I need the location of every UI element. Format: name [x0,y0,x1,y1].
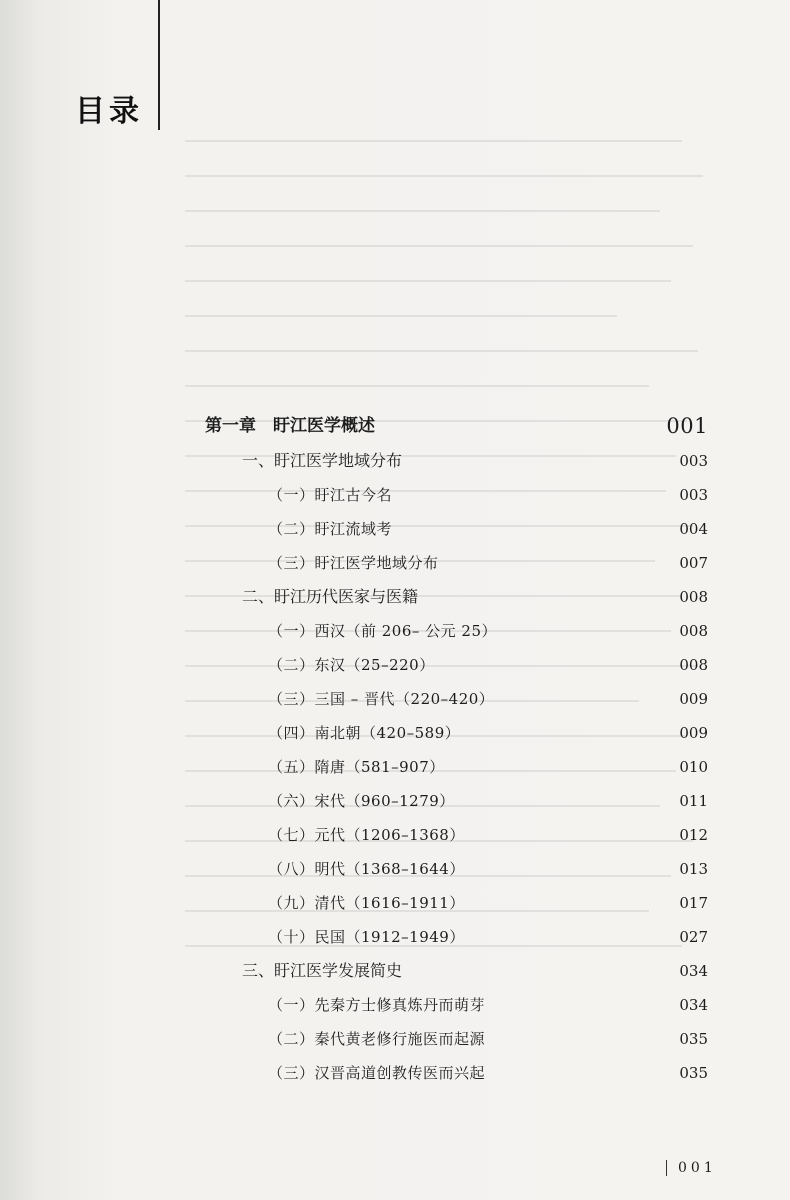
toc-entry-level-3 [268,549,708,577]
toc-entry-level-3 [268,923,708,951]
toc-entry-title: （八）明代（1368–1644） [268,860,465,878]
toc-entry-title: （二）秦代黄老修行施医而起源 [268,1030,486,1048]
toc-entry-level-3 [268,685,708,713]
toc-entry-level-3 [268,991,708,1019]
toc-entry-page: 001 [666,414,708,438]
toc-entry-level-3 [268,617,708,645]
toc-entry-title: （九）清代（1616–1911） [268,894,465,912]
toc-entry-title: （五）隋唐（581–907） [268,758,445,776]
toc-entry-level-3 [268,889,708,917]
toc-entry-page: 009 [679,724,708,742]
toc-entry-level-3 [268,753,708,781]
toc-entry-page: 012 [679,826,708,844]
toc-entry-level-3 [268,855,708,883]
toc-entry-page: 034 [679,996,708,1014]
toc-entry-page: 007 [679,554,708,572]
toc-entry-level-3 [268,481,708,509]
toc-entry-level-3 [268,651,708,679]
toc-entry-level-3 [268,515,708,543]
toc-entry-title: （三）汉晋高道创教传医而兴起 [268,1064,486,1082]
toc-entry-page: 009 [679,690,708,708]
page-title: 目录 [75,94,143,129]
toc-entry-page: 004 [679,520,708,538]
toc-entry-page: 008 [679,622,708,640]
toc-entry-title: （一）盱江古今名 [268,486,393,504]
toc-entry-page: 035 [679,1064,708,1082]
toc-entry-title: （三）三国 – 晋代（220–420） [268,690,495,708]
toc-entry-title: （四）南北朝（420–589） [268,724,461,742]
toc-entry-page: 010 [679,758,708,776]
toc-entry-page: 035 [679,1030,708,1048]
toc-entry-title: （七）元代（1206–1368） [268,826,465,844]
toc-entry-level-3 [268,719,708,747]
toc-entry-page: 017 [679,894,708,912]
toc-entry-title: （一）先秦方士修真炼丹而萌芽 [268,996,486,1014]
toc-entry-level-2 [242,583,708,611]
toc-entry-title: （一）西汉（前 206– 公元 25） [268,622,498,640]
toc-entry-title: 一、盱江医学地域分布 [242,451,403,470]
footer-divider [666,1160,667,1176]
toc-entry-page: 003 [679,452,708,470]
toc-entry-page: 008 [679,588,708,606]
toc-entry-page: 013 [679,860,708,878]
toc-entry-title: （六）宋代（960–1279） [268,792,455,810]
toc-entry-level-3 [268,787,708,815]
toc-entry-title: 二、盱江历代医家与医籍 [242,587,419,606]
toc-entry-title: （二）东汉（25–220） [268,656,435,674]
toc-entry-level-2 [242,447,708,475]
toc-entry-page: 011 [679,792,708,810]
toc-entry-level-3 [268,1025,708,1053]
toc-entry-page: 003 [679,486,708,504]
toc-entry-page: 034 [679,962,708,980]
toc-entry-title: 第一章 盱江医学概述 [205,416,375,436]
toc-entry-level-3 [268,821,708,849]
toc-entry-level-1 [205,412,708,440]
toc-entry-page: 008 [679,656,708,674]
toc-entry-level-3 [268,1059,708,1087]
toc-entry-level-2 [242,957,708,985]
toc-entry-title: （十）民国（1912–1949） [268,928,465,946]
toc-entry-title: （三）盱江医学地域分布 [268,554,439,572]
toc-entry-page: 027 [679,928,708,946]
toc-entry-title: 三、盱江医学发展简史 [242,961,403,980]
toc-entry-title: （二）盱江流域考 [268,520,393,538]
page-number: 001 [678,1160,717,1176]
